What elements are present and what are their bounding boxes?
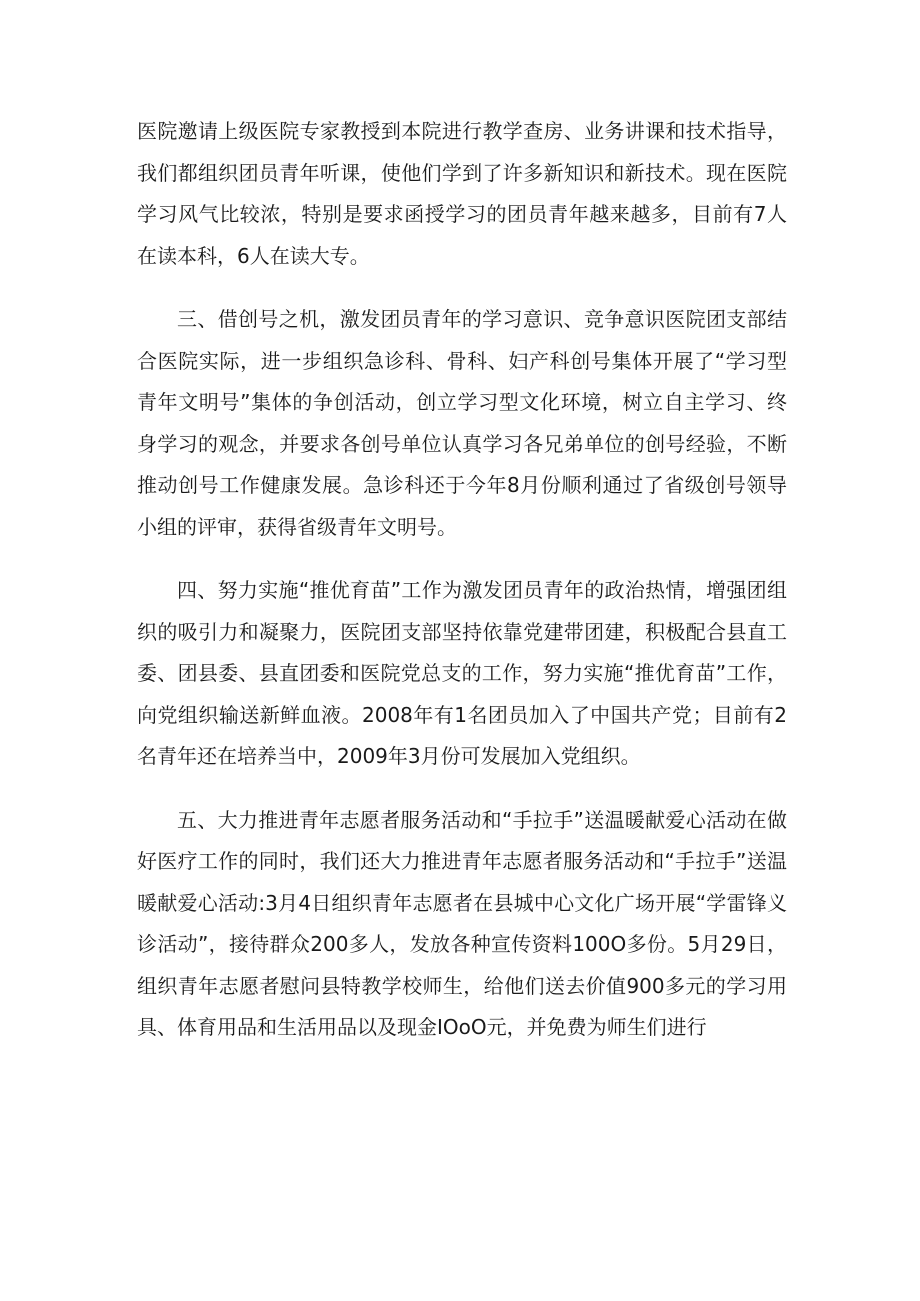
paragraph-section-five: 五、大力推进青年志愿者服务活动和“手拉手”送温暖献爱心活动在做好医疗工作的同时，我们还大力推进青年志愿者服务活动和“手拉手”送温暖献爱心活动:3月4日组织青年志愿者在县城中心文化广场开展“学雷锋义诊活动”，接待群众200多人，发放各种宣传资料100O多份。5月29日，组织青年志愿者慰问县特教学校师生，给他们送去价值900多元的学习用具、体育用品和生活用品以及现金IOoO元，并免费为师生们进行 [137, 807, 787, 1039]
paragraph-section-four: 四、努力实施“推优育苗”工作为激发团员青年的政治热情，增强团组织的吸引力和凝聚力，医院团支部坚持依靠党建带团建，积极配合县直工委、团县委、县直团委和医院党总支的工作，努力实施“推优育苗”工作，向党组织输送新鲜血液。2008年有1名团员加入了中国共产党；目前有2名青年还在培养当中，2009年3月份可发展加入党组织。 [137, 578, 787, 768]
paragraph-continuation: 医院邀请上级医院专家教授到本院进行教学查房、业务讲课和技术指导，我们都组织团员青年听课，使他们学到了许多新知识和新技术。现在医院学习风气比较浓，特别是要求函授学习的团员青年越来越多，目前有7人在读本科，6人在读大专。 [137, 119, 787, 268]
paragraph-section-three: 三、借创号之机，激发团员青年的学习意识、竞争意识医院团支部结合医院实际，进一步组织急诊科、骨科、妇产科创号集体开展了“学习型青年文明号”集体的争创活动，创立学习型文化环境，树立自主学习、终身学习的观念，并要求各创号单位认真学习各兄弟单位的创号经验，不断推动创号工作健康发展。急诊科还于今年8月份顺利通过了省级创号领导小组的评审，获得省级青年文明号。 [137, 307, 787, 539]
document-body [137, 111, 787, 1071]
